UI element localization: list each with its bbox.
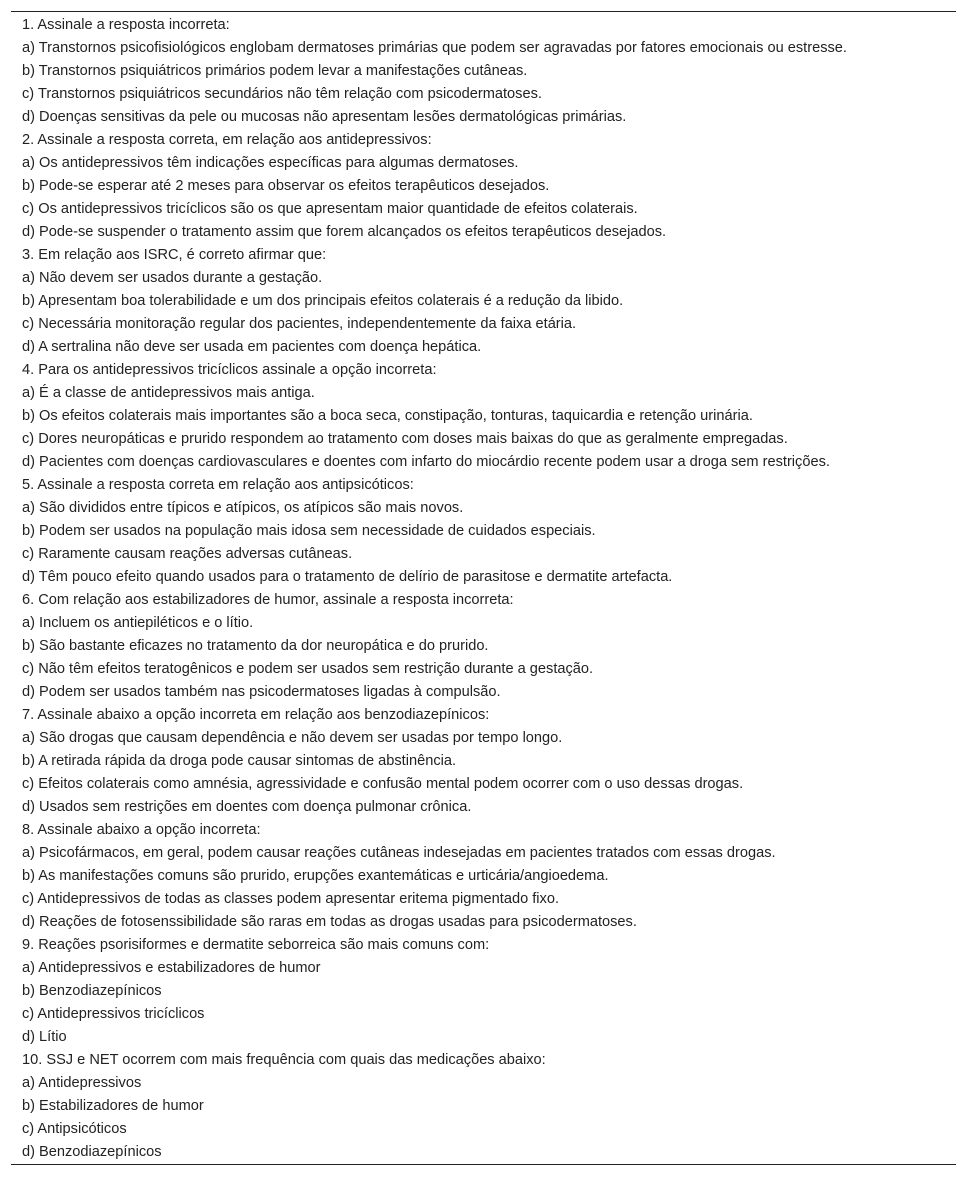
question-1-option-b: b) Transtornos psiquiátricos primários podem levar a manifestações cutâneas. bbox=[22, 63, 528, 79]
question-4-prompt: 4. Para os antidepressivos tricíclicos assinale a opção incorreta: bbox=[22, 362, 437, 378]
question-5-option-d: d) Têm pouco efeito quando usados para o tratamento de delírio de parasitose e dermatite artefacta. bbox=[22, 569, 673, 585]
question-5-option-b: b) Podem ser usados na população mais idosa sem necessidade de cuidados especiais. bbox=[22, 523, 596, 539]
question-6-option-d: d) Podem ser usados também nas psicodermatoses ligadas à compulsão. bbox=[22, 684, 501, 700]
question-7-option-b: b) A retirada rápida da droga pode causar sintomas de abstinência. bbox=[22, 753, 457, 769]
question-2-option-b: b) Pode-se esperar até 2 meses para observar os efeitos terapêuticos desejados. bbox=[22, 178, 550, 194]
question-3-option-c: c) Necessária monitoração regular dos pacientes, independentemente da faixa etária. bbox=[22, 316, 577, 332]
question-10-option-b: b) Estabilizadores de humor bbox=[22, 1098, 204, 1114]
question-6-option-b: b) São bastante eficazes no tratamento da dor neuropática e do prurido. bbox=[22, 638, 489, 654]
question-3-option-d: d) A sertralina não deve ser usada em pacientes com doença hepática. bbox=[22, 339, 482, 355]
question-7-option-d: d) Usados sem restrições em doentes com doença pulmonar crônica. bbox=[22, 799, 472, 815]
question-1-option-d: d) Doenças sensitivas da pele ou mucosas não apresentam lesões dermatológicas primárias. bbox=[22, 109, 627, 125]
question-7-option-a: a) São drogas que causam dependência e não devem ser usadas por tempo longo. bbox=[22, 730, 563, 746]
question-6-option-a: a) Incluem os antiepiléticos e o lítio. bbox=[22, 615, 254, 631]
question-8-option-c: c) Antidepressivos de todas as classes podem apresentar eritema pigmentado fixo. bbox=[22, 891, 560, 907]
question-10-option-d: d) Benzodiazepínicos bbox=[22, 1144, 162, 1160]
question-7-prompt: 7. Assinale abaixo a opção incorreta em relação aos benzodiazepínicos: bbox=[22, 707, 490, 723]
question-9-option-b: b) Benzodiazepínicos bbox=[22, 983, 162, 999]
question-2-option-c: c) Os antidepressivos tricíclicos são os que apresentam maior quantidade de efeitos colaterais. bbox=[22, 201, 638, 217]
question-6-prompt: 6. Com relação aos estabilizadores de humor, assinale a resposta incorreta: bbox=[22, 592, 514, 608]
question-7-option-c: c) Efeitos colaterais como amnésia, agressividade e confusão mental podem ocorrer com o uso dessas drogas. bbox=[22, 776, 744, 792]
question-4-option-b: b) Os efeitos colaterais mais importantes são a boca seca, constipação, tonturas, taquicardia e retenção urinária. bbox=[22, 408, 753, 424]
question-10-prompt: 10. SSJ e NET ocorrem com mais frequência com quais das medicações abaixo: bbox=[22, 1052, 546, 1068]
question-5-option-a: a) São divididos entre típicos e atípicos, os atípicos são mais novos. bbox=[22, 500, 464, 516]
question-8-option-a: a) Psicofármacos, em geral, podem causar reações cutâneas indesejadas em pacientes tratados com essas drogas. bbox=[22, 845, 776, 861]
question-8-option-d: d) Reações de fotosenssibilidade são raras em todas as drogas usadas para psicodermatoses. bbox=[22, 914, 637, 930]
question-3-prompt: 3. Em relação aos ISRC, é correto afirmar que: bbox=[22, 247, 327, 263]
question-2-option-a: a) Os antidepressivos têm indicações específicas para algumas dermatoses. bbox=[22, 155, 519, 171]
question-6-option-c: c) Não têm efeitos teratogênicos e podem ser usados sem restrição durante a gestação. bbox=[22, 661, 594, 677]
question-list bbox=[11, 14, 956, 1164]
question-9-option-d: d) Lítio bbox=[22, 1029, 67, 1045]
question-5-prompt: 5. Assinale a resposta correta em relação aos antipsicóticos: bbox=[22, 477, 414, 493]
question-1-prompt: 1. Assinale a resposta incorreta: bbox=[22, 17, 230, 33]
question-2-option-d: d) Pode-se suspender o tratamento assim que forem alcançados os efeitos terapêuticos desejados. bbox=[22, 224, 667, 240]
question-8-option-b: b) As manifestações comuns são prurido, erupções exantemáticas e urticária/angioedema. bbox=[22, 868, 609, 884]
question-1-option-c: c) Transtornos psiquiátricos secundários não têm relação com psicodermatoses. bbox=[22, 86, 542, 102]
question-10-option-a: a) Antidepressivos bbox=[22, 1075, 142, 1091]
question-3-option-b: b) Apresentam boa tolerabilidade e um dos principais efeitos colaterais é a redução da libido. bbox=[22, 293, 624, 309]
quiz-table bbox=[11, 11, 956, 1165]
question-9-prompt: 9. Reações psorisiformes e dermatite seborreica são mais comuns com: bbox=[22, 937, 490, 953]
question-8-prompt: 8. Assinale abaixo a opção incorreta: bbox=[22, 822, 261, 838]
question-4-option-a: a) É a classe de antidepressivos mais antiga. bbox=[22, 385, 315, 401]
question-2-prompt: 2. Assinale a resposta correta, em relação aos antidepressivos: bbox=[22, 132, 432, 148]
question-1-option-a: a) Transtornos psicofisiológicos englobam dermatoses primárias que podem ser agravadas por fatores emocionais ou estresse. bbox=[22, 40, 847, 56]
question-9-option-c: c) Antidepressivos tricíclicos bbox=[22, 1006, 205, 1022]
question-4-option-c: c) Dores neuropáticas e prurido respondem ao tratamento com doses mais baixas do que as geralmente empregadas. bbox=[22, 431, 788, 447]
question-5-option-c: c) Raramente causam reações adversas cutâneas. bbox=[22, 546, 353, 562]
question-4-option-d: d) Pacientes com doenças cardiovasculares e doentes com infarto do miocárdio recente podem usar a droga sem restrições. bbox=[22, 454, 830, 470]
question-10-option-c: c) Antipsicóticos bbox=[22, 1121, 127, 1137]
question-3-option-a: a) Não devem ser usados durante a gestação. bbox=[22, 270, 323, 286]
question-9-option-a: a) Antidepressivos e estabilizadores de humor bbox=[22, 960, 321, 976]
